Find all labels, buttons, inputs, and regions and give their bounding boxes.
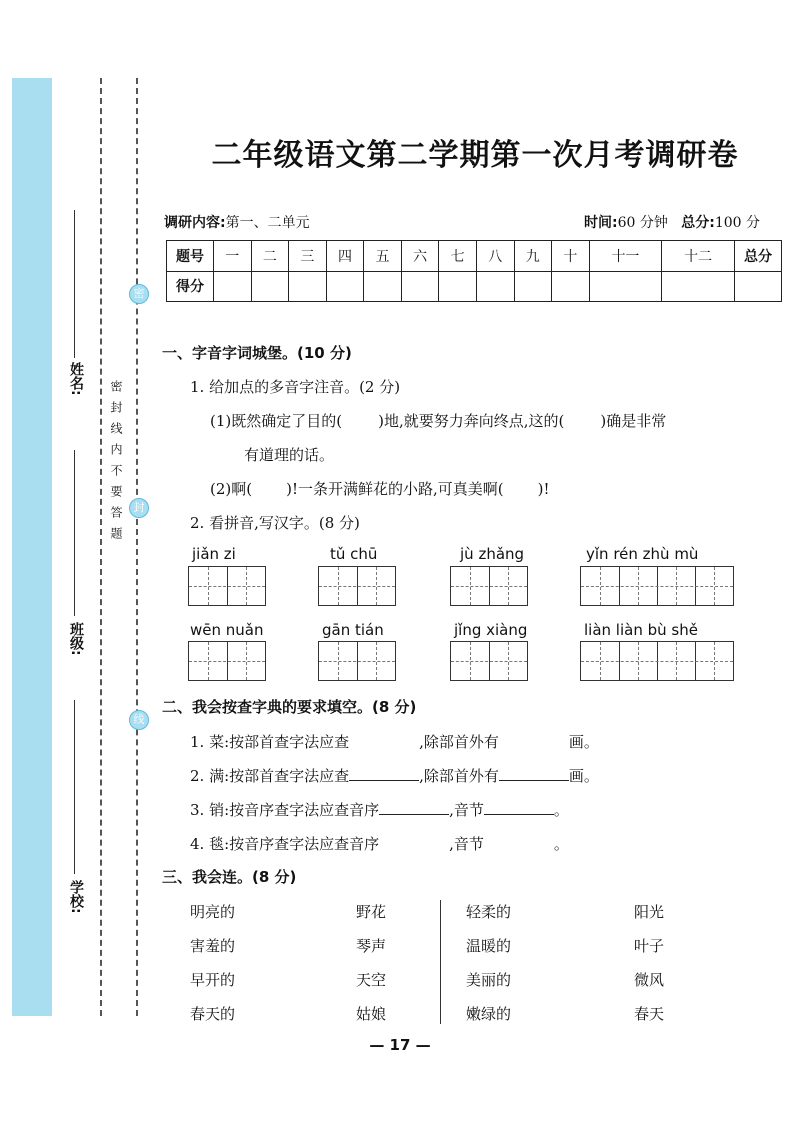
grid-guide (189, 586, 265, 587)
score-header: 得分 (167, 271, 214, 302)
writing-grid-2[interactable] (450, 566, 528, 606)
section2-title: 二、我会按查字典的要求填空。(8 分) (162, 698, 417, 716)
s2-q3 (190, 799, 569, 820)
match-right-b-1[interactable]: 阳光 (634, 903, 665, 921)
seal-circle-feng: 封 (129, 498, 149, 518)
col-5: 五 (364, 241, 402, 272)
seal-circle-xian: 线 (129, 710, 149, 730)
writing-grid-2[interactable] (450, 641, 528, 681)
s2-q4a: 4. 毯:按音序查字法应查音序 (190, 835, 380, 853)
s2-q4 (190, 833, 569, 854)
grid-guide (581, 661, 733, 662)
col-1: 一 (214, 241, 252, 272)
s2-q2 (190, 765, 599, 786)
match-left-a-4[interactable]: 春天的 (190, 1005, 236, 1023)
seal-circle-mi: 密 (129, 284, 149, 304)
s2-q2b: ,除部首外有 (419, 767, 499, 785)
content-value: 第一、二单元 (225, 215, 310, 231)
grid-guide (319, 586, 395, 587)
s2-q1a: 1. 菜:按部首查字法应查 (190, 733, 350, 751)
writing-grid-2[interactable] (188, 641, 266, 681)
s2-q2a: 2. 满:按部首查字法应查 (190, 767, 350, 785)
match-right-b-2[interactable]: 叶子 (634, 937, 665, 955)
time-value: 60 分钟 (617, 215, 668, 231)
col-4: 四 (326, 241, 364, 272)
col-7: 七 (439, 241, 477, 272)
pinyin-6: gān tián (322, 621, 384, 639)
score-table-score-row (167, 271, 782, 302)
s2-q3a: 3. 销:按音序查字法应查音序 (190, 801, 380, 819)
writing-grid-2[interactable] (188, 566, 266, 606)
writing-grid-2[interactable] (318, 641, 396, 681)
s2-q2c: 画。 (568, 767, 599, 785)
score-cell[interactable] (552, 271, 590, 302)
pinyin-3: jù zhǎng (460, 545, 525, 563)
time-info (584, 212, 760, 232)
match-left-b-2[interactable]: 琴声 (356, 937, 387, 955)
score-cell[interactable] (289, 271, 327, 302)
s2-q3c: 。 (553, 801, 569, 819)
score-cell[interactable] (214, 271, 252, 302)
q2-title: 2. 看拼音,写汉字。(8 分) (190, 514, 360, 532)
total-label: 总分: (681, 215, 715, 231)
match-right-b-3[interactable]: 微风 (634, 971, 665, 989)
question-number-header: 题号 (167, 241, 214, 272)
col-11: 十一 (589, 241, 662, 272)
pinyin-4: yǐn rén zhù mù (586, 545, 699, 563)
binding-strip (12, 78, 52, 1016)
match-right-a-2[interactable]: 温暖的 (466, 937, 512, 955)
pinyin-5: wēn nuǎn (190, 621, 264, 639)
writing-grid-4[interactable] (580, 566, 734, 606)
match-left-a-3[interactable]: 早开的 (190, 971, 236, 989)
score-cell[interactable] (364, 271, 402, 302)
school-field[interactable] (74, 700, 75, 874)
name-label: 姓名: (68, 362, 84, 396)
seal-warning-text: 密封线内不要答题 (109, 380, 123, 548)
score-cell[interactable] (326, 271, 364, 302)
score-cell-total[interactable] (735, 271, 782, 302)
q1-1a: (1)既然确定了目的( (210, 412, 343, 430)
writing-grid-4[interactable] (580, 641, 734, 681)
q1-2c: )! (537, 480, 550, 498)
col-12: 十二 (662, 241, 735, 272)
match-left-b-1[interactable]: 野花 (356, 903, 387, 921)
score-cell[interactable] (439, 271, 477, 302)
score-cell[interactable] (251, 271, 289, 302)
column-divider (440, 900, 441, 1024)
match-left-a-1[interactable]: 明亮的 (190, 903, 236, 921)
col-6: 六 (401, 241, 439, 272)
s2-q1c: 画。 (568, 733, 599, 751)
seal-dashed-line-inner (136, 78, 138, 1016)
score-cell[interactable] (401, 271, 439, 302)
s2-q3b: ,音节 (449, 801, 484, 819)
col-9: 九 (514, 241, 552, 272)
score-cell[interactable] (514, 271, 552, 302)
section3-title: 三、我会连。(8 分) (162, 868, 297, 886)
col-2: 二 (251, 241, 289, 272)
school-label: 学校: (68, 880, 84, 914)
content-info (164, 212, 310, 232)
page-title: 二年级语文第二学期第一次月考调研卷 (211, 138, 739, 173)
match-right-a-4[interactable]: 嫩绿的 (466, 1005, 512, 1023)
match-left-a-2[interactable]: 害羞的 (190, 937, 236, 955)
grid-guide (451, 586, 527, 587)
score-table-header-row (167, 241, 782, 272)
pinyin-2: tǔ chū (330, 545, 378, 563)
q1-1b: )地,就要努力奔向终点,这的( (378, 412, 565, 430)
match-right-b-4[interactable]: 春天 (634, 1005, 665, 1023)
q1-1-line (210, 410, 666, 431)
content-label: 调研内容: (164, 215, 226, 231)
col-10: 十 (552, 241, 590, 272)
q1-1d: 有道理的话。 (244, 446, 335, 464)
grid-guide (319, 661, 395, 662)
q1-title: 1. 给加点的多音字注音。(2 分) (190, 378, 401, 396)
class-field[interactable] (74, 450, 75, 616)
pinyin-7: jǐng xiàng (454, 621, 528, 639)
score-cell[interactable] (589, 271, 662, 302)
pinyin-8: liàn liàn bù shě (584, 621, 698, 639)
class-label: 班级: (68, 622, 84, 656)
grid-guide (189, 661, 265, 662)
match-left-b-3[interactable]: 天空 (356, 971, 387, 989)
answer-blank[interactable] (379, 800, 449, 815)
q1-2-line (210, 478, 550, 499)
s2-q4b: ,音节 (449, 835, 484, 853)
answer-blank[interactable] (484, 800, 554, 815)
score-cell[interactable] (662, 271, 735, 302)
score-table (166, 240, 782, 302)
pinyin-1: jiǎn zi (192, 545, 236, 563)
match-right-a-1[interactable]: 轻柔的 (466, 903, 512, 921)
col-8: 八 (476, 241, 514, 272)
grid-guide (451, 661, 527, 662)
match-left-b-4[interactable]: 姑娘 (356, 1005, 387, 1023)
s2-q1b: ,除部首外有 (419, 733, 499, 751)
writing-grid-2[interactable] (318, 566, 396, 606)
score-cell[interactable] (476, 271, 514, 302)
grid-guide (581, 586, 733, 587)
section1-title: 一、字音字词城堡。(10 分) (162, 344, 352, 362)
q1-2a: (2)啊( (210, 480, 253, 498)
col-total: 总分 (735, 241, 782, 272)
answer-blank[interactable] (499, 766, 569, 781)
q1-1c: )确是非常 (600, 412, 667, 430)
total-value: 100 分 (714, 215, 761, 231)
s2-q4c: 。 (553, 835, 569, 853)
match-right-a-3[interactable]: 美丽的 (466, 971, 512, 989)
q1-2b: )!一条开满鲜花的小路,可真美啊( (286, 480, 504, 498)
page-number: — 17 — (369, 1036, 431, 1054)
answer-blank[interactable] (349, 766, 419, 781)
name-field[interactable] (74, 210, 75, 358)
col-3: 三 (289, 241, 327, 272)
s2-q1 (190, 731, 599, 752)
seal-dashed-line-outer (100, 78, 102, 1016)
time-label: 时间: (584, 215, 618, 231)
